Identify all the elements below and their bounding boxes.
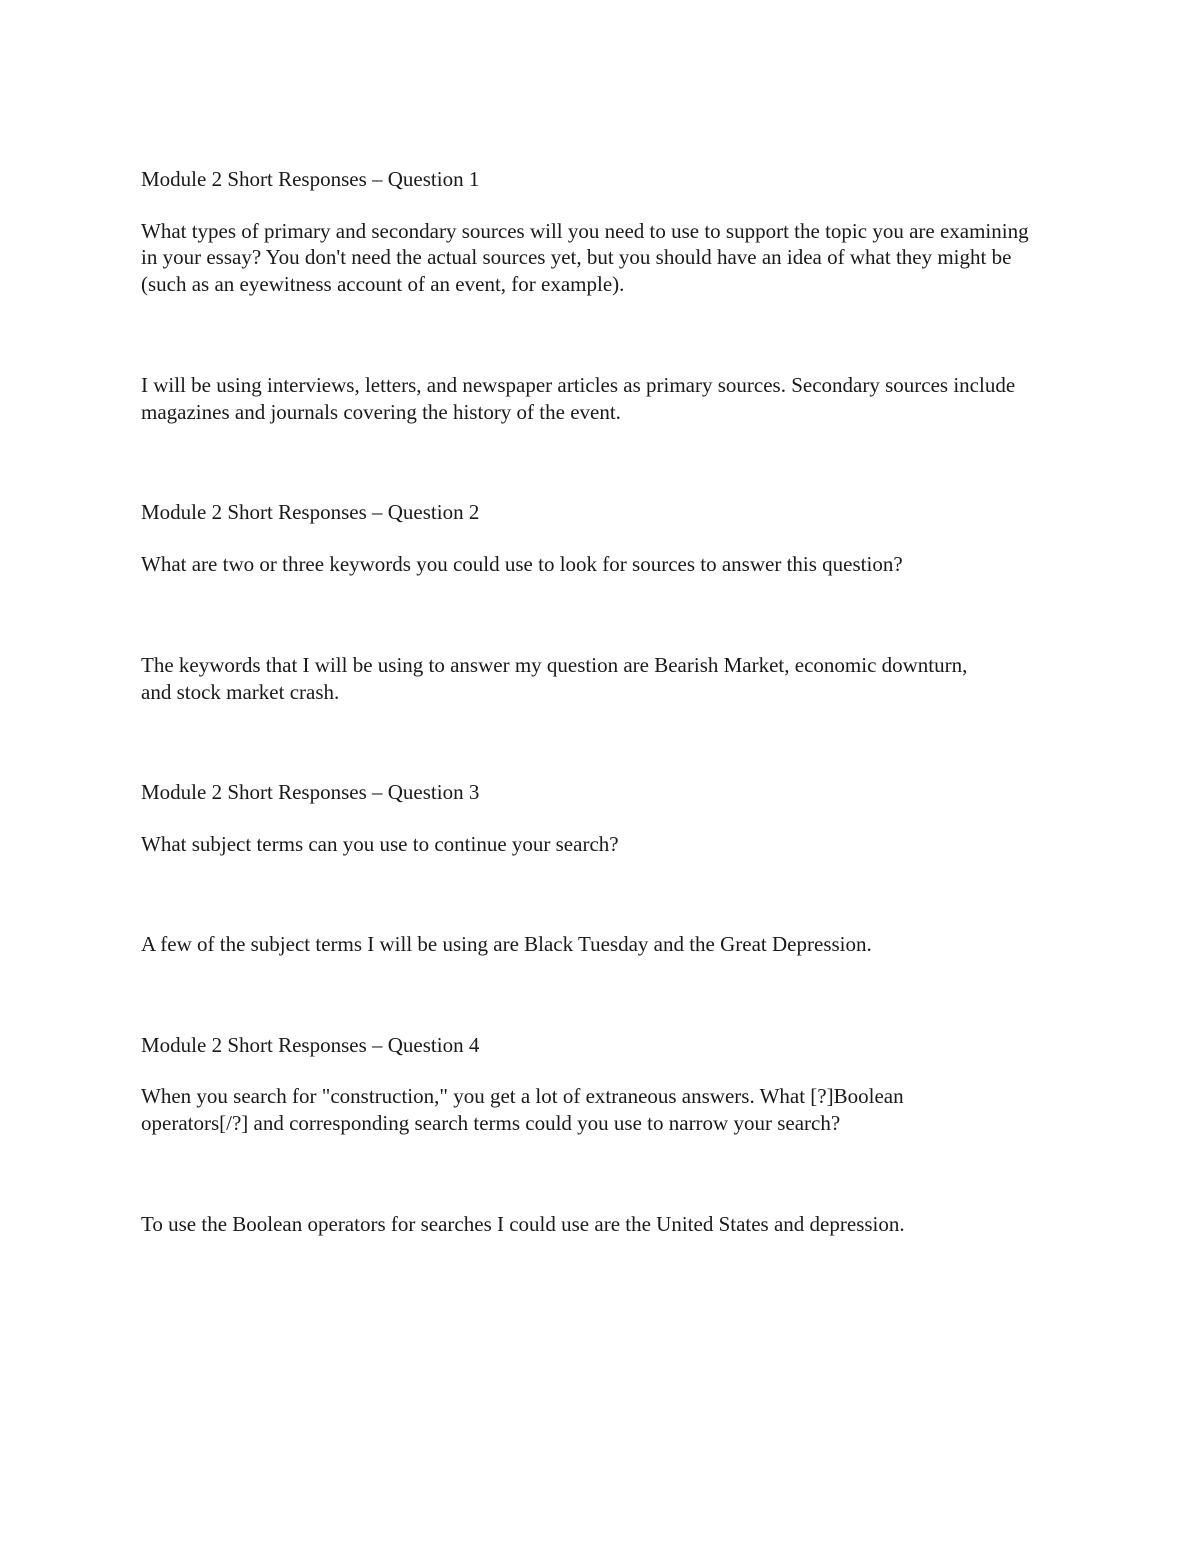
answer-text-q1: I will be using interviews, letters, and newspaper articles as primary sources. Secondary sources include magazines and journals covering the history of the event. xyxy=(141,373,1016,424)
answer-text-q2: The keywords that I will be using to answer my question are Bearish Market, economic downturn, and stock market crash. xyxy=(141,653,968,704)
question-text-q4: When you search for "construction," you get a lot of extraneous answers. What [?]Boolean operators[/?] and corresponding search terms could you use to narrow your search? xyxy=(141,1084,904,1135)
section-heading-q2: Module 2 Short Responses – Question 2 xyxy=(141,500,480,524)
section-heading-q3: Module 2 Short Responses – Question 3 xyxy=(141,780,480,804)
question-text-q1: What types of primary and secondary sources will you need to use to support the topic you are examining in your essay? You don't need the actual sources yet, but you should have an idea of what they might be (such as an eyewitness account of an event, for example). xyxy=(141,218,1029,296)
section-heading-q4: Module 2 Short Responses – Question 4 xyxy=(141,1032,480,1057)
answer-text-q3: A few of the subject terms I will be using are Black Tuesday and the Great Depression. xyxy=(141,932,872,956)
document-body xyxy=(141,166,1061,1238)
section-heading-q1: Module 2 Short Responses – Question 1 xyxy=(141,167,480,191)
question-text-q3: What subject terms can you use to continue your search? xyxy=(141,831,619,856)
question-text-q2: What are two or three keywords you could use to look for sources to answer this question? xyxy=(141,551,903,576)
answer-text-q4: To use the Boolean operators for searches I could use are the United States and depression. xyxy=(141,1212,905,1236)
